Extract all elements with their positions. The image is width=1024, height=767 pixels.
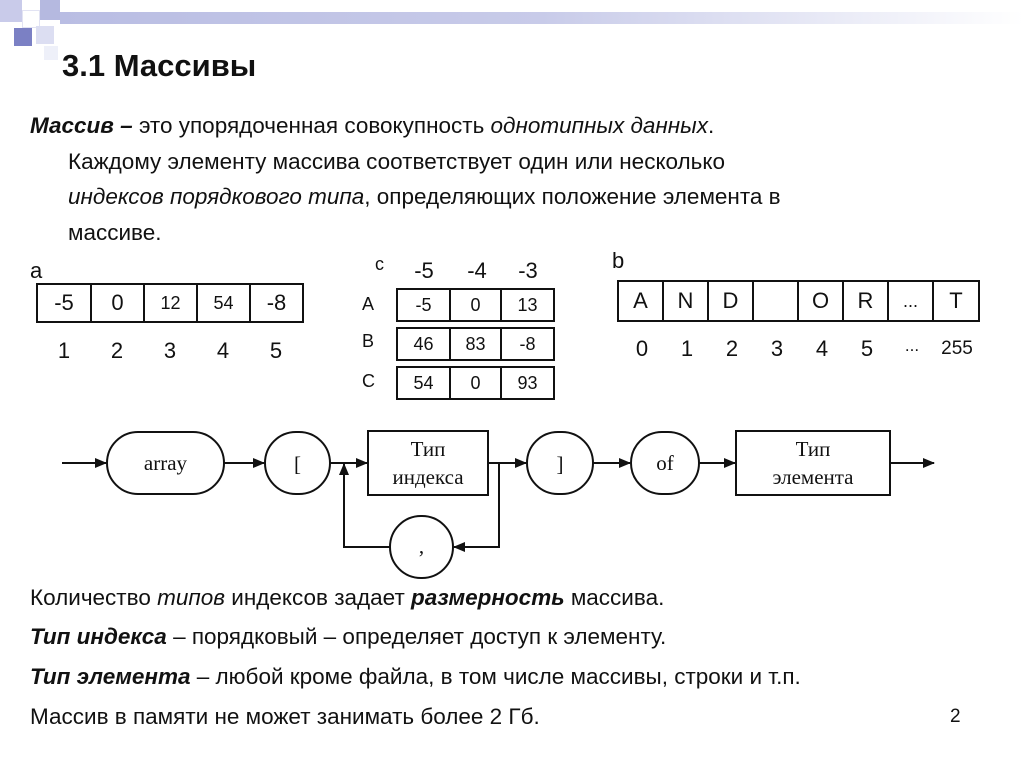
array-c-cell: 93	[517, 372, 538, 393]
array-c-col-index: -5	[414, 258, 434, 283]
array-b-cell: A	[619, 282, 664, 320]
term-dash: –	[113, 113, 139, 138]
array-c-cell: 13	[517, 294, 538, 315]
array-a-index: 4	[216, 338, 230, 363]
array-b-cell: O	[799, 282, 844, 320]
index-type-text-1: Тип	[410, 437, 446, 461]
array-b-cell: T	[949, 288, 963, 313]
array-c-cell: -8	[519, 333, 536, 354]
note-text: – порядковый – определяет доступ к элементу.	[166, 624, 667, 649]
array-a-cell: 54	[198, 285, 251, 321]
close-bracket-text: ]	[556, 452, 564, 476]
array-a-index: 1	[57, 338, 71, 363]
array-c-label: c	[375, 254, 384, 274]
page-number: 2	[950, 706, 961, 727]
array-b-cell: ...	[889, 282, 934, 320]
array-c-col-index: -4	[467, 258, 487, 283]
array-c-cell: 0	[451, 368, 502, 398]
array-a-index: 3	[163, 338, 177, 363]
array-a-index: 2	[110, 338, 124, 363]
slide-title: 3.1 Массивы	[62, 48, 257, 83]
array-a-cell: -8	[266, 290, 287, 315]
array-c-col-index: -3	[518, 258, 538, 283]
array-b-index: 4	[815, 336, 829, 361]
array-b-index: 1	[680, 336, 694, 361]
note-text: Количество	[30, 585, 158, 610]
array-c-row-label: A	[362, 294, 375, 314]
definition-emphasis-index: индексов порядкового типа	[68, 184, 365, 209]
array-c-cell: 0	[451, 290, 502, 320]
note-text: массива.	[564, 585, 665, 610]
element-type-text-2: элемента	[772, 465, 854, 489]
array-b-index: 5	[860, 336, 874, 361]
array-c-cell: 83	[451, 329, 502, 359]
array-b-cell: N	[664, 282, 709, 320]
array-a-cell: -5	[38, 285, 92, 321]
array-c-cell: 46	[398, 329, 451, 359]
array-b-index: ...	[904, 336, 920, 355]
element-type-text-1: Тип	[795, 437, 831, 461]
open-bracket-text: [	[294, 452, 301, 476]
array-b-cell: D	[709, 282, 754, 320]
array-a-index: 5	[269, 338, 283, 363]
index-type-text-2: индекса	[392, 465, 464, 489]
term-array: Массив	[30, 113, 114, 138]
note-dimension	[30, 585, 664, 611]
note-memory-limit: Массив в памяти не может занимать более 2 Гб.	[30, 704, 540, 729]
array-b-index: 255	[941, 338, 973, 359]
array-c-cell: 54	[398, 368, 451, 398]
array-b-index: 3	[770, 336, 784, 361]
note-index-type	[30, 624, 666, 650]
note-term: Тип индекса	[30, 624, 167, 649]
array-a-cell: 12	[145, 285, 198, 321]
array-b-index: 0	[635, 336, 649, 361]
definition-line-4: массиве.	[68, 219, 162, 245]
definition-emphasis: однотипных данных	[490, 113, 708, 138]
definition-line-2: Каждому элементу массива соответствует один или несколько	[68, 148, 726, 174]
comma-text: ,	[418, 534, 425, 558]
array-a-cell: 0	[92, 285, 145, 321]
note-term: Тип элемента	[30, 664, 191, 689]
array-keyword-text: array	[143, 451, 188, 475]
array-b-label: b	[612, 248, 625, 273]
array-c-row-label: C	[362, 371, 375, 391]
array-a-label: a	[30, 258, 43, 283]
array-b-cell: R	[844, 282, 889, 320]
note-text: – любой кроме файла, в том числе массивы, строки и т.п.	[190, 664, 801, 689]
note-element-type	[30, 664, 801, 690]
array-c-row-label: B	[362, 331, 375, 351]
note-text: индексов задает	[225, 585, 411, 610]
array-b-index: 2	[725, 336, 739, 361]
definition-period: .	[708, 113, 715, 138]
array-c-cell: -5	[398, 290, 451, 320]
note-term: размерность	[411, 585, 565, 610]
note-emphasis: типов	[157, 585, 225, 610]
of-keyword-text: of	[656, 451, 674, 475]
definition-text-3: , определяющих положение элемента в	[364, 184, 781, 209]
definition-text: это упорядоченная совокупность	[138, 113, 491, 138]
